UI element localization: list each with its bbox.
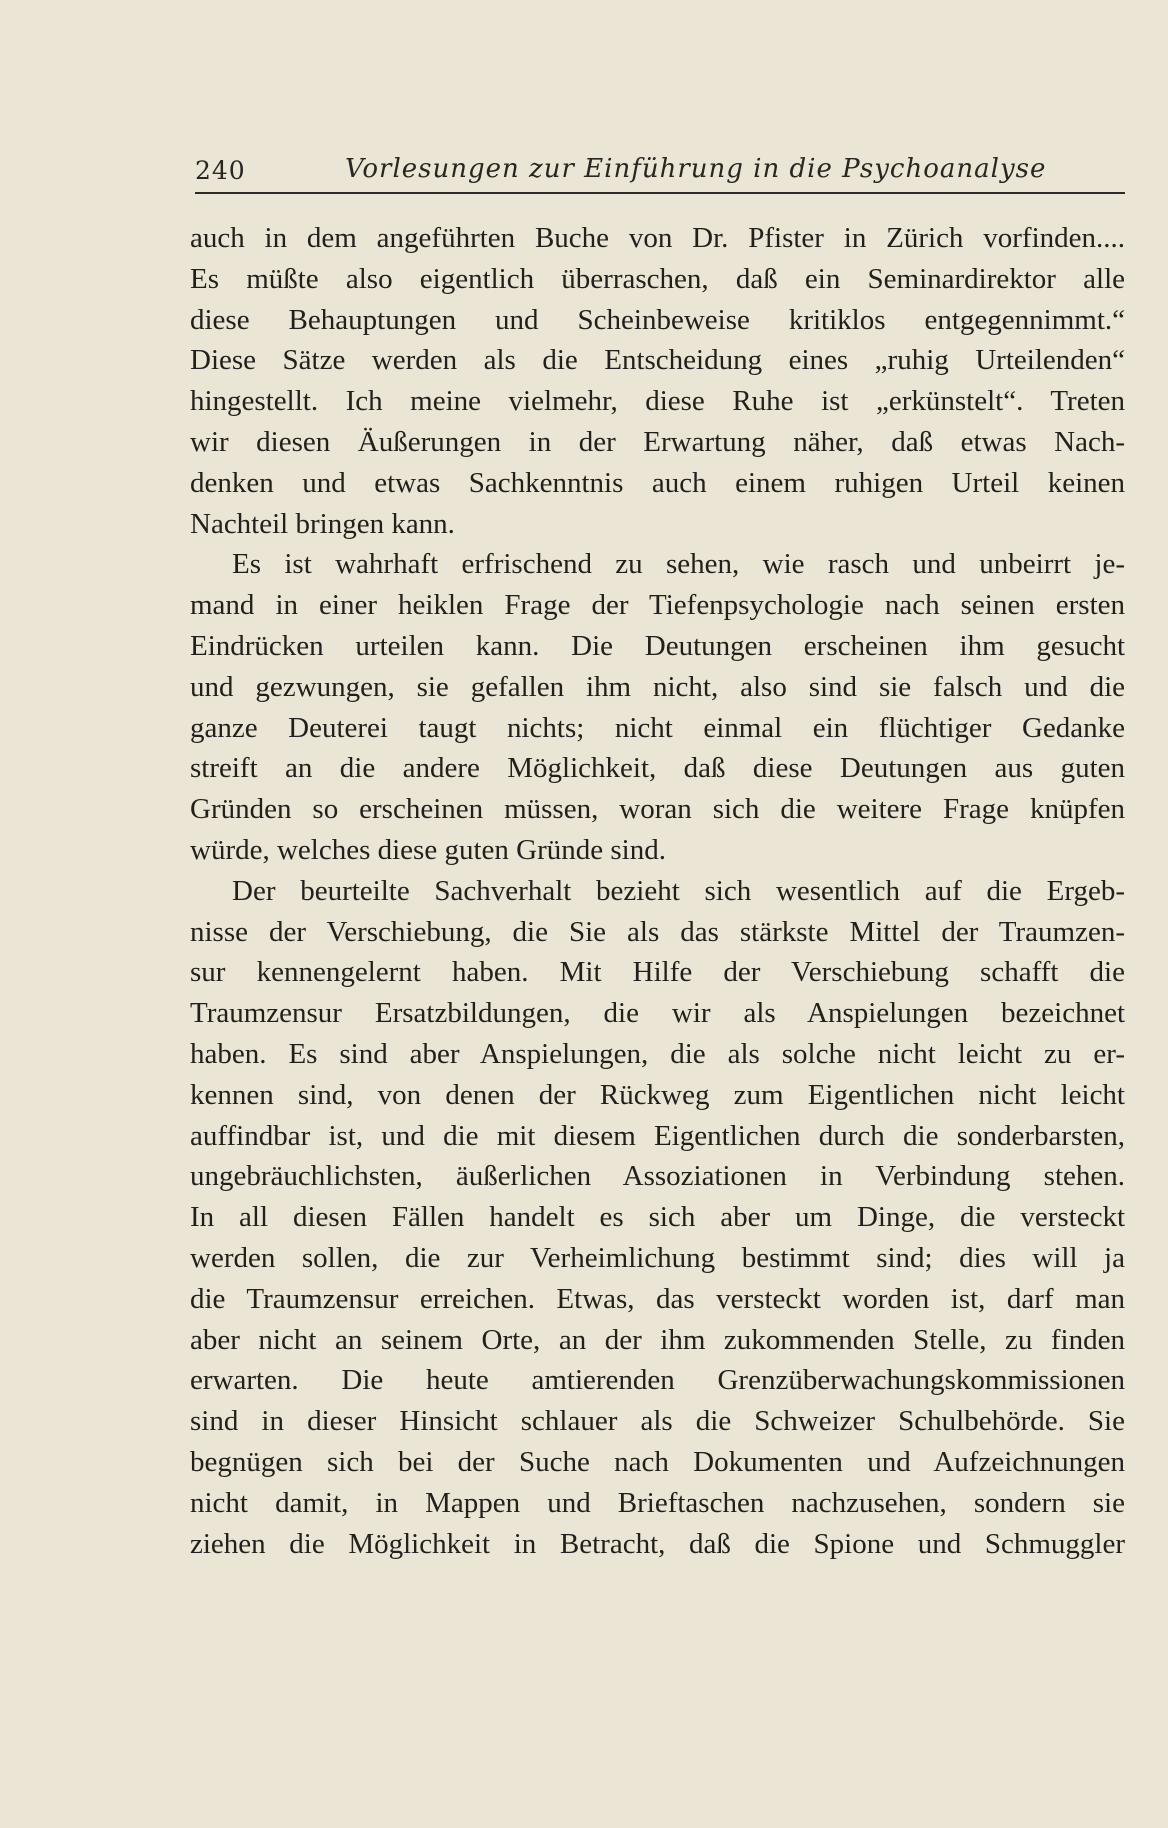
text-line: ganze Deuterei taugt nichts; nicht einmal ein flüchtiger Gedanke xyxy=(190,711,1125,744)
text-line: diese Behauptungen und Scheinbeweise kritiklos entgegennimmt.“ xyxy=(190,303,1125,336)
text-line: streift an die andere Möglichkeit, daß diese Deutungen aus guten xyxy=(190,752,1125,785)
text-line: begnügen sich bei der Suche nach Dokumenten und Aufzeichnungen xyxy=(190,1445,1125,1478)
text-line: sind in dieser Hinsicht schlauer als die Schweizer Schulbehörde. Sie xyxy=(190,1405,1125,1438)
text-line: Gründen so erscheinen müssen, woran sich die weitere Frage knüpfen xyxy=(190,793,1125,826)
text-line: wir diesen Äußerungen in der Erwartung näher, daß etwas Nach- xyxy=(190,425,1125,458)
text-line: mand in einer heiklen Frage der Tiefenpsychologie nach seinen ersten xyxy=(190,589,1125,622)
text-line: Traumzensur Ersatzbildungen, die wir als Anspielungen bezeichnet xyxy=(190,997,1125,1030)
text-line: werden sollen, die zur Verheimlichung bestimmt sind; dies will ja xyxy=(190,1241,1125,1274)
text-line: hingestellt. Ich meine vielmehr, diese Ruhe ist „erkünstelt“. Treten xyxy=(190,385,1125,418)
text-line: würde, welches diese guten Gründe sind. xyxy=(190,833,666,866)
text-line: auch in dem angeführten Buche von Dr. Pfister in Zürich vorfinden.... xyxy=(190,222,1125,254)
text-line: aber nicht an seinem Orte, an der ihm zukommenden Stelle, zu finden xyxy=(190,1323,1125,1356)
body-text xyxy=(190,218,1125,1564)
page-header xyxy=(195,152,1125,192)
text-line: ungebräuchlichsten, äußerlichen Assoziationen in Verbindung stehen. xyxy=(190,1160,1125,1193)
running-title: Vorlesungen zur Einführung in die Psychoanalyse xyxy=(345,154,1047,184)
text-line: denken und etwas Sachkenntnis auch einem ruhigen Urteil keinen xyxy=(190,466,1125,499)
text-line: In all diesen Fällen handelt es sich aber um Dinge, die versteckt xyxy=(190,1201,1125,1234)
text-line: und gezwungen, sie gefallen ihm nicht, also sind sie falsch und die xyxy=(190,670,1125,703)
text-line: Es ist wahrhaft erfrischend zu sehen, wie rasch und unbeirrt je- xyxy=(232,548,1125,581)
text-line: Es müßte also eigentlich überraschen, daß ein Seminardirektor alle xyxy=(190,262,1125,295)
text-line: ziehen die Möglichkeit in Betracht, daß die Spione und Schmuggler xyxy=(190,1527,1125,1560)
text-line: haben. Es sind aber Anspielungen, die als solche nicht leicht zu er- xyxy=(190,1037,1125,1070)
text-line: erwarten. Die heute amtierenden Grenzüberwachungskommissionen xyxy=(190,1364,1125,1397)
text-line: kennen sind, von denen der Rückweg zum Eigentlichen nicht leicht xyxy=(190,1078,1125,1111)
text-line: Der beurteilte Sachverhalt bezieht sich wesentlich auf die Ergeb- xyxy=(232,874,1125,907)
text-line: die Traumzensur erreichen. Etwas, das versteckt worden ist, darf man xyxy=(190,1282,1125,1315)
page-number: 240 xyxy=(195,156,246,185)
text-line: Eindrücken urteilen kann. Die Deutungen erscheinen ihm gesucht xyxy=(190,629,1125,662)
text-line: Nachteil bringen kann. xyxy=(190,507,455,540)
text-line: nisse der Verschiebung, die Sie als das stärkste Mittel der Traumzen- xyxy=(190,915,1125,948)
text-line: auffindbar ist, und die mit diesem Eigentlichen durch die sonderbarsten, xyxy=(190,1119,1125,1152)
text-line: sur kennengelernt haben. Mit Hilfe der Verschiebung schafft die xyxy=(190,956,1125,989)
text-line: Diese Sätze werden als die Entscheidung eines „ruhig Urteilenden“ xyxy=(190,344,1125,377)
header-rule xyxy=(195,192,1125,194)
text-line: nicht damit, in Mappen und Brieftaschen nachzusehen, sondern sie xyxy=(190,1486,1125,1519)
